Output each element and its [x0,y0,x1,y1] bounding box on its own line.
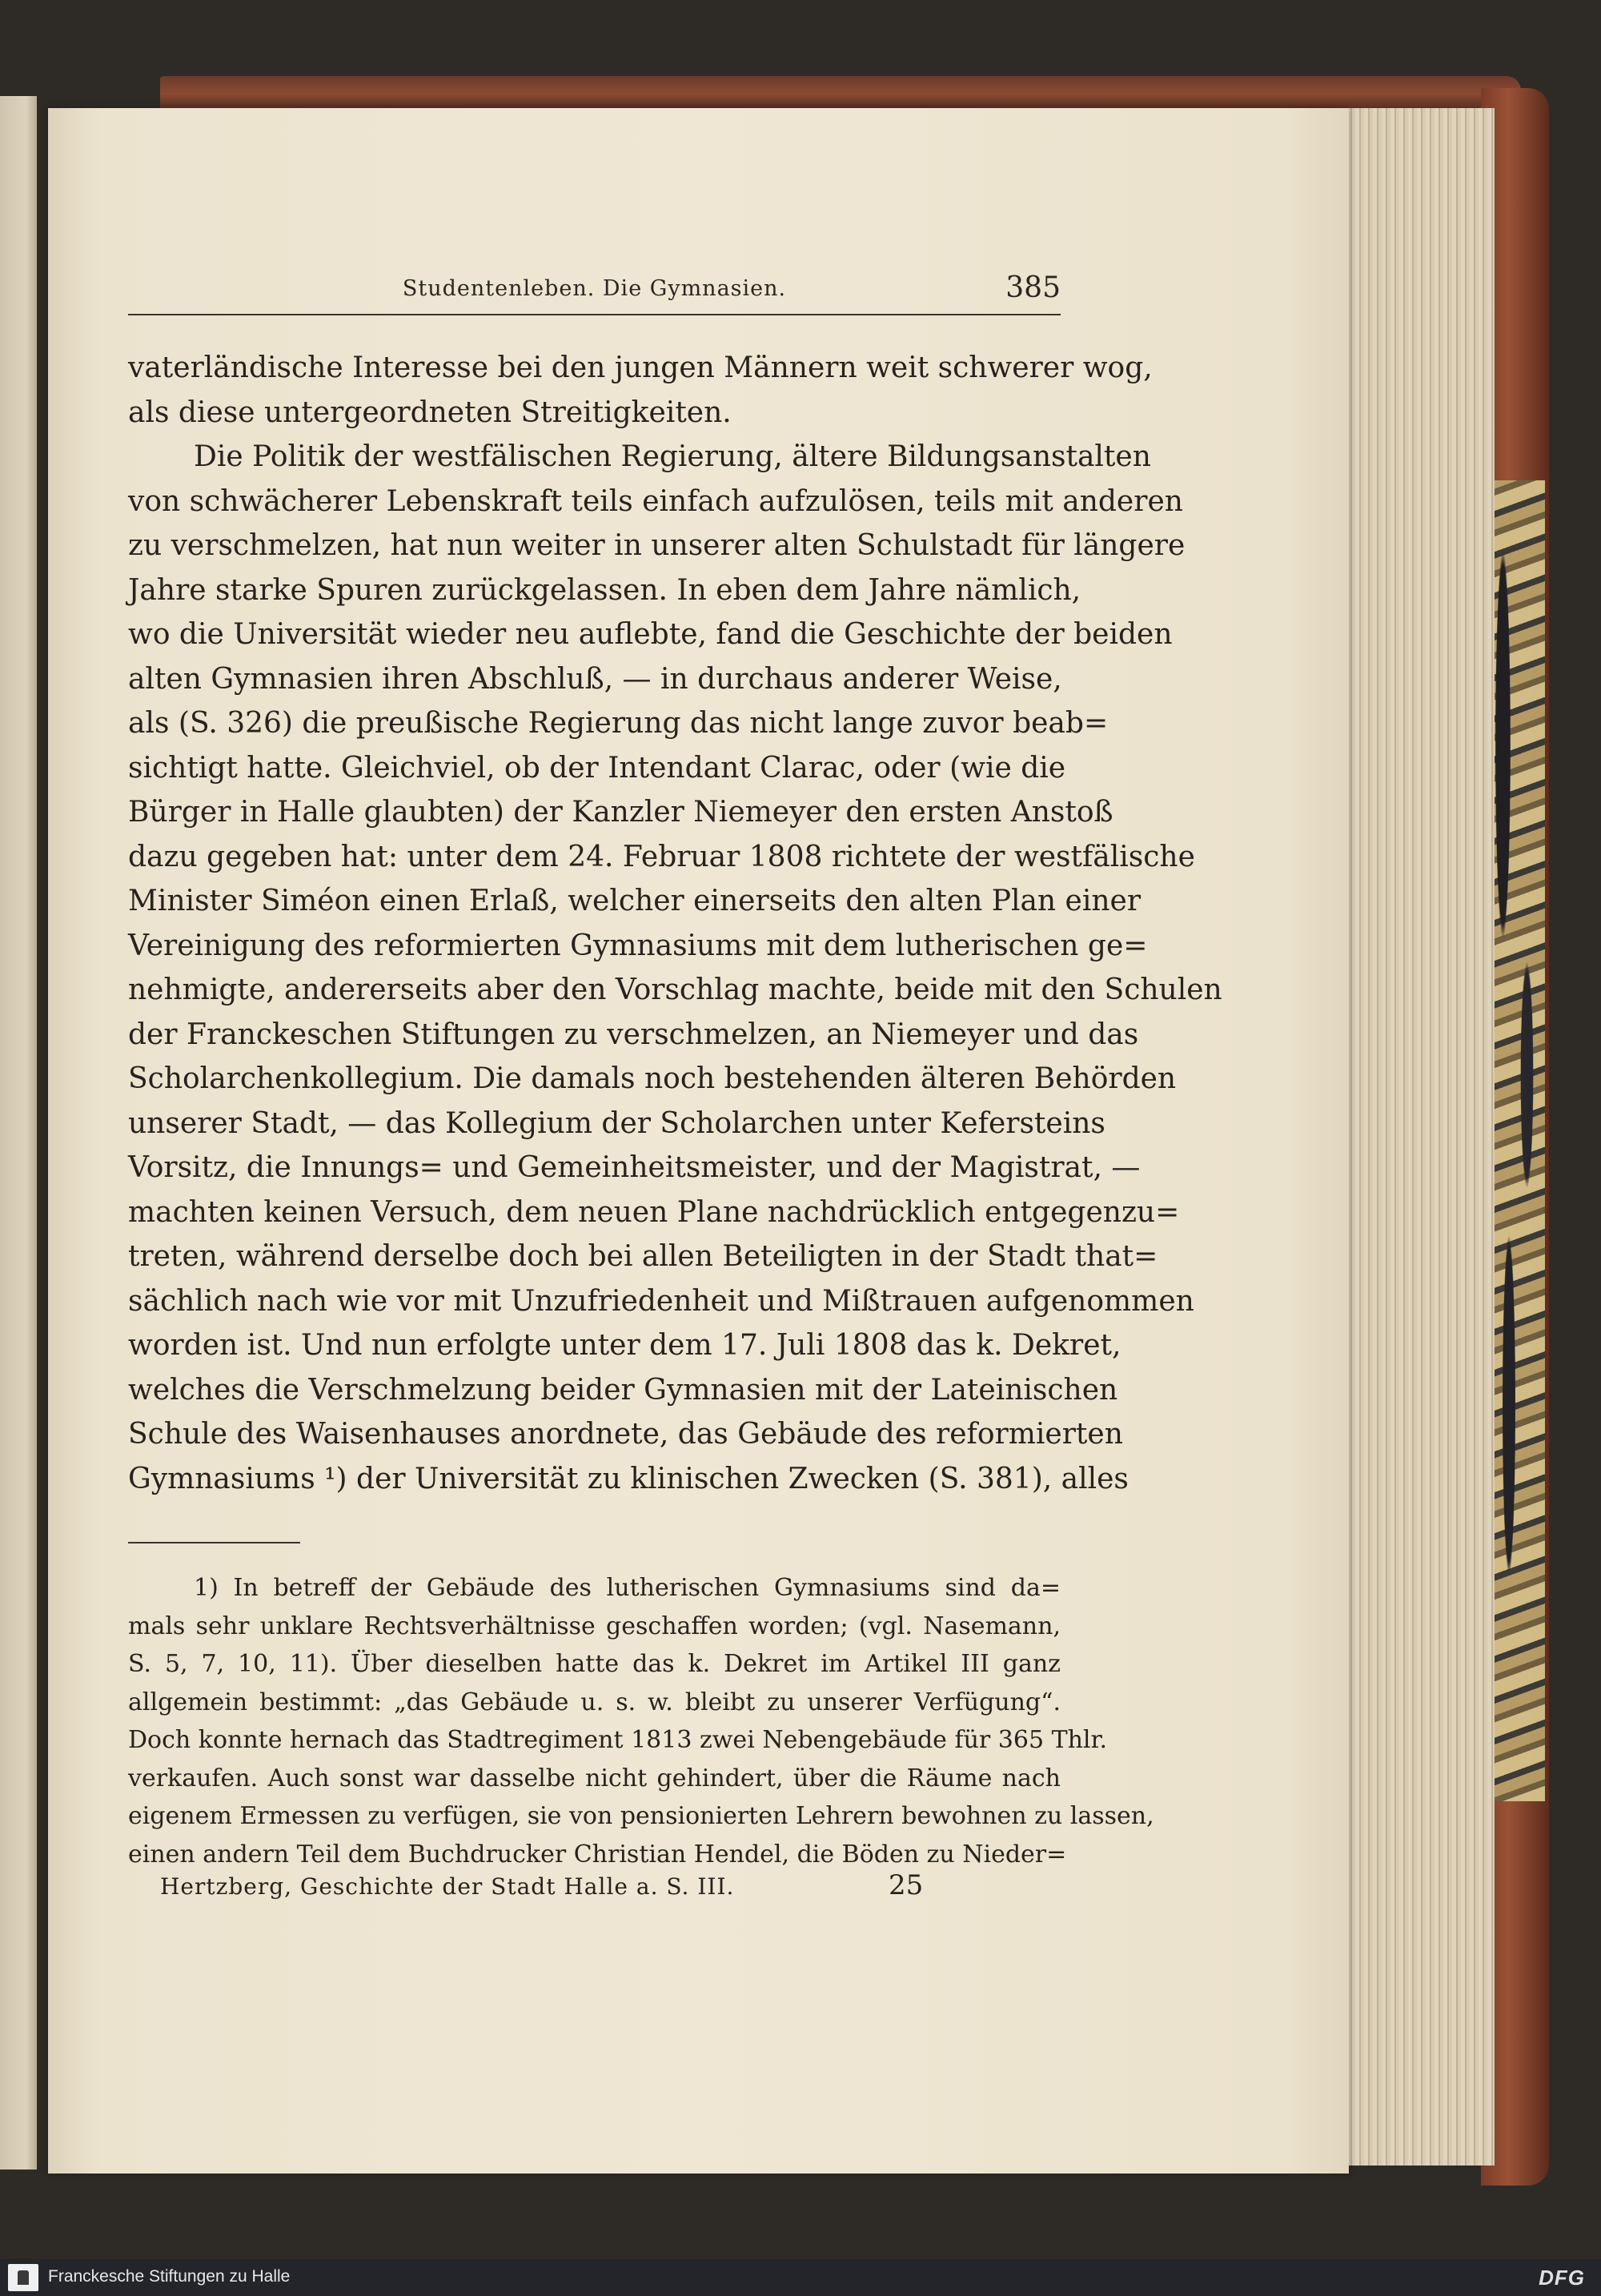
text-line: welches die Verschmelzung beider Gymnasien mit der Lateinischen [128,1373,1118,1407]
book-cover-top [160,76,1521,108]
text-line: worden ist. Und nun erfolgte unter dem 17. Juli 1808 das k. Dekret, [128,1329,1122,1362]
text-line: Scholarchenkollegium. Die damals noch bestehenden älteren Behörden [128,1062,1177,1095]
page-header [128,271,1061,308]
text-line: Die Politik der westfälischen Regierung, ältere Bildungsanstalten [194,440,1151,473]
header-rule [128,314,1061,315]
viewer-footer [0,2259,1601,2296]
sheet-number: 25 [889,1869,924,1901]
footnote-line: Doch konnte hernach das Stadtregiment 1813 zwei Nebengebäude für 365 Thlr. [128,1726,1108,1754]
page-stack-edges [1345,108,1495,2166]
footnote-line: 1) In betreff der Gebäude des lutherischen Gymnasiums sind da= [194,1574,1061,1602]
text-line: Jahre starke Spuren zurückgelassen. In eben dem Jahre nämlich, [128,573,1081,607]
text-line: machten keinen Versuch, dem neuen Plane nachdrücklich entgegenzu= [128,1195,1180,1229]
text-line: Schule des Waisenhauses anordnete, das Gebäude des reformierten [128,1418,1123,1451]
text-line: unserer Stadt, — das Kollegium der Scholarchen unter Kefersteins [128,1106,1105,1140]
footnote-rule [128,1542,300,1543]
text-line: als (S. 326) die preußische Regierung das nicht lange zuvor beab= [128,707,1109,740]
footnote-line: verkaufen. Auch sonst war dasselbe nicht gehindert, über die Räume nach [128,1764,1061,1792]
text-line: Minister Siméon einen Erlaß, welcher einerseits den alten Plan einer [128,885,1142,917]
institution-name: Franckesche Stiftungen zu Halle [48,2267,291,2286]
text-line: nehmigte, andererseits aber den Vorschlag machte, beide mit den Schulen [128,973,1222,1006]
text-line: als diese untergeordneten Streitigkeiten. [128,395,732,429]
body-text [128,346,1222,1501]
footnote-line: S. 5, 7, 10, 11). Über dieselben hatte das k. Dekret im Artikel III ganz [128,1650,1061,1678]
text-line: dazu gegeben hat: unter dem 24. Februar 1808 richtete der westfälische [128,840,1195,873]
text-line: Vereinigung des reformierten Gymnasiums mit dem lutherischen ge= [128,929,1148,962]
text-line: treten, während derselbe doch bei allen Beteiligten in der Stadt that= [128,1240,1158,1273]
dfg-logo: DFG [1539,2266,1585,2290]
printer-signature: Hertzberg, Geschichte der Stadt Halle a. S. III. [160,1873,735,1900]
institution-logo-icon [8,2264,38,2291]
footnotes [128,1569,1154,1873]
text-line: Bürger in Halle glaubten) der Kanzler Niemeyer den ersten Anstoß [128,796,1113,829]
page-number: 385 [1005,271,1061,304]
footnote-line: allgemein bestimmt: „das Gebäude u. s. w. bleibt zu unserer Verfügung“. [128,1688,1061,1716]
facing-page-edge [0,96,37,2170]
footnote-line: eigenem Ermessen zu verfügen, sie von pensionierten Lehrern bewohnen zu lassen, [128,1802,1154,1830]
text-line: vaterländische Interesse bei den jungen Männern weit schwerer wog, [128,351,1153,384]
text-line: von schwächerer Lebenskraft teils einfach aufzulösen, teils mit anderen [128,484,1183,518]
text-line: Vorsitz, die Innungs= und Gemeinheitsmeister, und der Magistrat, — [128,1151,1141,1184]
footnote-line: einen andern Teil dem Buchdrucker Christian Hendel, die Böden zu Nieder= [128,1840,1067,1869]
text-line: zu verschmelzen, hat nun weiter in unserer alten Schulstadt für längere [128,529,1186,562]
text-line: wo die Universität wieder neu auflebte, fand die Geschichte der beiden [128,618,1173,651]
text-line: sächlich nach wie vor mit Unzufriedenheit und Mißtrauen aufgenommen [128,1284,1194,1318]
text-line: sichtigt hatte. Gleichviel, ob der Intendant Clarac, oder (wie die [128,751,1066,785]
text-line: alten Gymnasien ihren Abschluß, — in durchaus anderer Weise, [128,662,1062,696]
footnote-line: mals sehr unklare Rechtsverhältnisse geschaffen worden; (vgl. Nasemann, [128,1612,1061,1640]
text-line: der Franckeschen Stiftungen zu verschmelzen, an Niemeyer und das [128,1018,1139,1051]
text-line: Gymnasiums ¹) der Universität zu klinischen Zwecken (S. 381), alles [128,1462,1129,1495]
running-title: Studentenleben. Die Gymnasien. [402,276,787,301]
